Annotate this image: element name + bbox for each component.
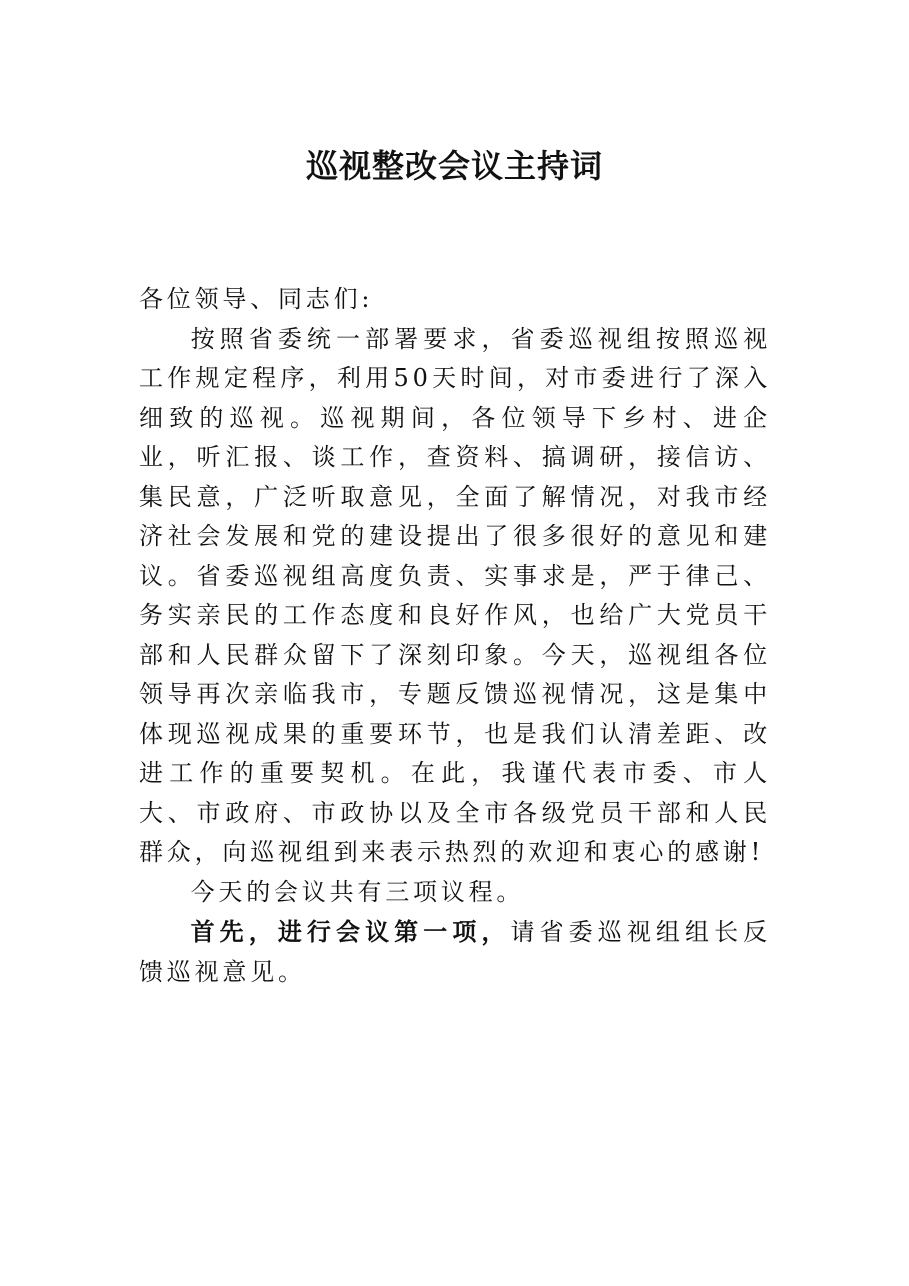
document-body [139,280,771,992]
paragraph-agenda: 今天的会议共有三项议程。 [190,877,525,906]
document-title: 巡视整改会议主持词 [305,147,603,185]
salutation: 各位领导、同志们: [139,285,374,313]
first-item-heading: 首先，进行会议第一项， [190,917,511,946]
first-item-text: 请省委巡视组组长反馈巡视意见。 [139,918,771,986]
paragraph-first-item [139,912,771,992]
paragraph-intro: 按照省委统一部署要求，省委巡视组按照巡视工作规定程序，利用50天时间，对市委进行了深入细致的巡视。巡视期间，各位领导下乡村、进企业，听汇报、谈工作，查资料、搞调研，接信访、集民意，广泛听取意见，全面了解情况，对我市经济社会发展和党的建设提出了很多很好的意见和建议。省委巡视组高度负责、实事求是，严于律己、务实亲民的工作态度和良好作风，也给广大党员干部和人民群众留下了深刻印象。今天，巡视组各位领导再次亲临我市，专题反馈巡视情况，这是集中体现巡视成果的重要环节，也是我们认清差距、改进工作的重要契机。在此，我谨代表市委、市人大、市政府、市政协以及全市各级党员干部和人民群众，向巡视组到来表示热烈的欢迎和衷心的感谢! [139,324,771,866]
